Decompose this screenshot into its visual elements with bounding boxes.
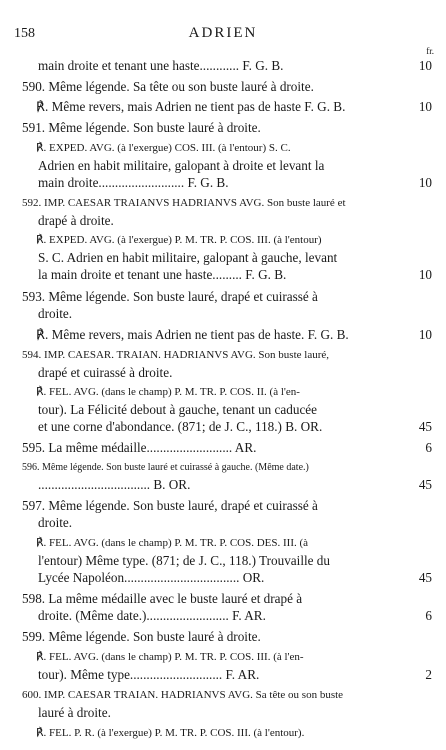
line-text: ℟. FEL. P. R. (à l'exergue) P. M. TR. P. COS. III. (à l'entour). [36, 727, 305, 739]
text-line [0, 266, 446, 283]
text-line [0, 666, 446, 683]
text-line [0, 418, 446, 435]
text-line [0, 364, 446, 381]
text-line [0, 98, 446, 115]
text-line [0, 305, 446, 322]
text-line [0, 725, 446, 742]
text-line [0, 249, 446, 266]
line-text: l'entour) Même type. (871; de J. C., 118.) Trouvaille du [38, 553, 330, 568]
line-amount: 45 [418, 419, 432, 434]
line-text: 594. IMP. CAESAR. TRAIAN. HADRIANVS AVG. Son buste lauré, [22, 349, 330, 361]
text-line [0, 157, 446, 174]
text-line [0, 535, 446, 552]
text-line [0, 232, 446, 249]
line-text: Lycée Napoléon................................... OR. [38, 570, 265, 585]
text-line [0, 590, 446, 607]
text-line [0, 326, 446, 343]
text-line [0, 57, 446, 74]
line-text: lauré à droite. [38, 705, 111, 720]
line-text: la main droite et tenant une haste......... F. G. B. [38, 267, 287, 282]
line-text: main droite et tenant une haste............ F. G. B. [38, 58, 284, 73]
text-line [0, 628, 446, 645]
text-line [0, 212, 446, 229]
text-line [0, 140, 446, 157]
line-amount: 10 [418, 58, 432, 73]
line-text: ℟. Même revers, mais Adrien ne tient pas de haste F. G. B. [36, 99, 346, 114]
line-text: 596. Même légende. Son buste lauré et cuirassé à gauche. (Même date.) [22, 462, 309, 473]
line-text: ℟. EXPED. AVG. (à l'exergue) COS. III. (à l'entour) S. C. [36, 142, 291, 154]
line-text: droite. [38, 306, 73, 321]
text-line [0, 552, 446, 569]
text-line [0, 401, 446, 418]
page-title: ADRIEN [188, 25, 258, 41]
line-text: ℟. FEL. AVG. (dans le champ) P. M. TR. P. COS. III. (à l'en- [36, 651, 304, 663]
line-text: main droite.......................... F. G. B. [38, 175, 229, 190]
line-text: et une corne d'abondance. (871; de J. C., 118.) B. OR. [38, 419, 323, 434]
text-line [0, 704, 446, 721]
text-line [0, 288, 446, 305]
text-line [0, 497, 446, 514]
line-text: 597. Même légende. Son buste lauré, drapé et cuirassé à [22, 498, 318, 513]
text-line [0, 195, 446, 212]
line-text: S. C. Adrien en habit militaire, galopant à gauche, levant [38, 250, 338, 265]
line-text: ℟. FEL. AVG. (dans le champ) P. M. TR. P. COS. II. (à l'en- [36, 386, 300, 398]
line-text: .................................. B. OR. [38, 477, 191, 492]
text-line [0, 514, 446, 531]
page-number: 158 [14, 26, 35, 41]
line-text: ℟. Même revers, mais Adrien ne tient pas de haste. F. G. B. [36, 327, 349, 342]
line-amount: 6 [425, 608, 432, 623]
line-text: tour). Même type............................ F. AR. [38, 667, 260, 682]
line-amount: 10 [418, 267, 432, 282]
line-text: Adrien en habit militaire, galopant à droite et levant la [38, 158, 325, 173]
line-text: 600. IMP. CAESAR TRAIAN. HADRIANVS AVG. Sa tête ou son buste [22, 689, 344, 701]
line-amount: 10 [418, 327, 432, 342]
line-text: 592. IMP. CAESAR TRAIANVS HADRIANVS AVG. Son buste lauré et [22, 197, 346, 209]
line-amount: 2 [425, 667, 432, 682]
line-amount: 10 [418, 99, 432, 114]
line-text: 593. Même légende. Son buste lauré, drapé et cuirassé à [22, 289, 318, 304]
text-line [0, 439, 446, 456]
line-text: droite. (Même date.)......................... F. AR. [38, 608, 266, 623]
text-line [0, 569, 446, 586]
line-amount: 10 [418, 175, 432, 190]
line-text: ℟. FEL. AVG. (dans le champ) P. M. TR. P. COS. DES. III. (à [36, 537, 309, 549]
text-line [0, 119, 446, 136]
text-line [0, 174, 446, 191]
text-line [0, 78, 446, 95]
line-amount: 45 [418, 477, 432, 492]
page-header [0, 26, 446, 42]
column-unit-label: fr. [426, 46, 434, 56]
text-line [0, 459, 446, 476]
text-line [0, 649, 446, 666]
line-amount: 6 [425, 440, 432, 455]
text-line [0, 687, 446, 704]
line-text: 591. Même légende. Son buste lauré à droite. [22, 120, 261, 135]
line-text: 599. Même légende. Son buste lauré à droite. [22, 629, 261, 644]
line-text: droite. [38, 515, 73, 530]
text-line [0, 607, 446, 624]
text-line [0, 347, 446, 364]
line-text: 598. La même médaille avec le buste lauré et drapé à [22, 591, 303, 606]
line-text: 595. La même médaille.......................... AR. [22, 440, 257, 455]
text-line [0, 384, 446, 401]
text-line [0, 476, 446, 493]
line-text: tour). La Félicité debout à gauche, tenant un caducée [38, 402, 318, 417]
line-text: ℟. EXPED. AVG. (à l'exergue) P. M. TR. P. COS. III. (à l'entour) [36, 234, 322, 246]
line-text: 590. Même légende. Sa tête ou son buste lauré à droite. [22, 79, 314, 94]
line-text: drapé à droite. [38, 213, 114, 228]
line-amount: 45 [418, 570, 432, 585]
line-text: drapé et cuirassé à droite. [38, 365, 173, 380]
